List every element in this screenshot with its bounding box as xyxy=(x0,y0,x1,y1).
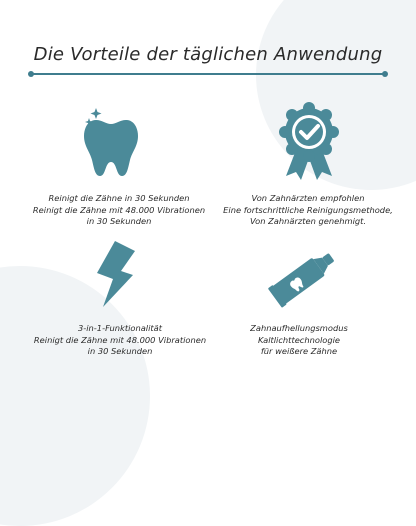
toothpaste-tube-icon xyxy=(266,246,342,308)
title-divider xyxy=(31,73,385,75)
lightning-bolt-icon xyxy=(93,241,137,307)
feature-1-caption: Reinigt die Zähne in 30 Sekunden Reinigt die Zähne mit 48.000 Vibrationen in 30 Sekunden xyxy=(32,193,206,226)
feature-2-caption: Von Zahnärzten empfohlen Eine fortschrittliche Reinigungsmethode, Von Zahnärzten genehmigt. xyxy=(223,193,393,226)
award-badge-checkmark-icon xyxy=(278,102,340,182)
sparkling-tooth-icon xyxy=(78,104,144,178)
feature-3-caption: 3-in-1-Funktionalität Reinigt die Zähne mit 48.000 Vibrationen in 30 Sekunden xyxy=(33,323,207,356)
feature-4-caption: Zahnaufhellungsmodus Kaltlichttechnologie für weißere Zähne xyxy=(250,323,348,356)
page-title: Die Vorteile der täglichen Anwendung xyxy=(33,44,383,65)
